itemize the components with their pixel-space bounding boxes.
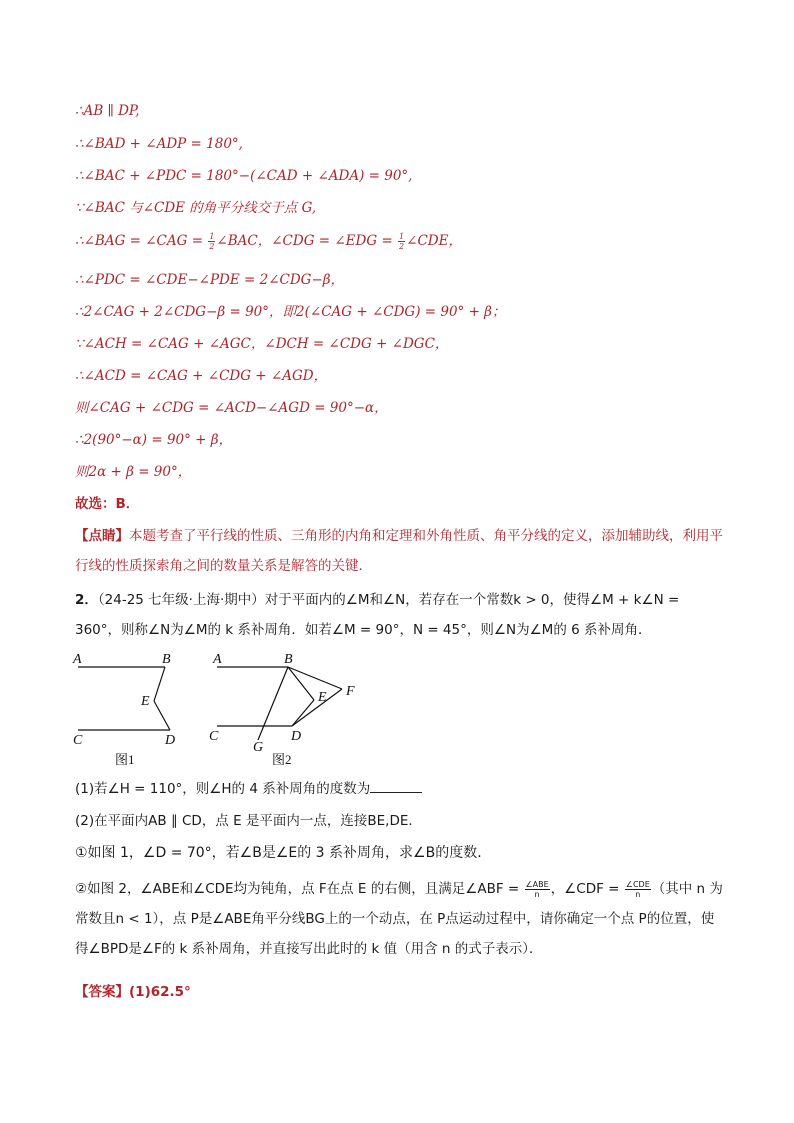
fig2-label-f: F: [346, 684, 355, 699]
figure-1: [72, 652, 175, 767]
fraction-abe-over-n: [525, 880, 550, 899]
question-2: (2)在平面内AB ∥ CD，点 E 是平面内一点，连接BE,DE．: [75, 813, 422, 829]
question-2-2: [75, 874, 725, 964]
question-2-2-part-a: ②如图 2，∠ABE和∠CDE均为钝角，点 F在点 E 的右侧，且满足∠ABF =: [75, 881, 524, 897]
fig2-label-g: G: [253, 740, 264, 755]
half-fraction-2: [398, 232, 405, 251]
frac-numerator: ∠ABE: [525, 879, 549, 889]
frac-denominator: 2: [209, 242, 215, 251]
solution-line-2: ∴∠BAD + ∠ADP = 180°,: [75, 136, 243, 152]
solution-line-12: 则2α + β = 90°，: [75, 464, 192, 480]
problem-number: 2．: [75, 592, 98, 608]
fraction-cde-over-n: [625, 880, 651, 899]
solution-line-5-part3: ∠CDE，: [406, 233, 462, 249]
question-2-2-part-c: （其中 n 为常数且n < 1），点 P是∠ABE角平分线BG上的一个动点，在 P点运动过程中，请你确定一个点 P的位置，使得∠BPD是∠F的 k 系补周角，并直接写出此时的 k 值（用含 n 的式子表示）．: [75, 881, 723, 957]
fig1-label-b: B: [162, 652, 171, 667]
solution-line-7: ∴2∠CAG + 2∠CDG−β = 90°，即2(∠CAG + ∠CDG) = 90° + β；: [75, 304, 506, 320]
problem-source: （24-25 七年级·上海·期中）: [97, 592, 265, 608]
question-2-2-part-b: ，∠CDF =: [550, 881, 624, 897]
half-fraction-1: [208, 232, 215, 251]
figure-2: [209, 652, 355, 767]
fig1-label-d: D: [165, 733, 176, 748]
fig1-label-a: A: [73, 652, 82, 667]
fig1-caption: 图1: [115, 752, 135, 767]
fig2-label-b: B: [284, 652, 293, 667]
answer-blank: [370, 780, 422, 793]
problem-2-intro: [75, 585, 725, 645]
answer-line: [75, 983, 191, 1001]
solution-line-5-part2: ∠BAC，∠CDG = ∠EDG =: [216, 233, 398, 249]
question-1: [75, 780, 422, 798]
frac-numerator: ∠CDE: [625, 879, 650, 889]
fig2-label-e: E: [318, 690, 327, 705]
solution-line-4: ∵∠BAC 与∠CDE 的角平分线交于点 G,: [75, 200, 317, 216]
frac-denominator: 2: [399, 242, 405, 251]
fig2-label-a: A: [213, 652, 222, 667]
solution-line-5-part1: ∴∠BAG = ∠CAG =: [75, 233, 208, 249]
solution-line-3: ∴∠BAC + ∠PDC = 180°−(∠CAD + ∠ADA) = 90°,: [75, 168, 413, 184]
frac-denominator: n: [534, 889, 540, 899]
frac-denominator: n: [635, 889, 641, 899]
fig1-label-c: C: [73, 733, 83, 748]
solution-line-5: [75, 232, 462, 251]
comment-paragraph: [75, 521, 725, 581]
solution-line-13: 故选：B．: [75, 496, 140, 512]
comment-text: 本题考查了平行线的性质、三角形的内角和定理和外角性质、角平分线的定义，添加辅助线，利用平行线的性质探索角之间的数量关系是解答的关键．: [75, 528, 723, 574]
frac-numerator: 1: [209, 232, 215, 241]
question-2-1: ①如图 1，∠D = 70°，若∠B是∠E的 3 系补周角，求∠B的度数．: [75, 845, 492, 861]
problem-intro-text: 对于平面内的∠M和∠N，若存在一个常数k > 0，使得∠M + k∠N = 360°，则称∠N为∠M的 k 系补周角．如若∠M = 90°，N = 45°，则∠N为∠M的 6 系补周角．: [75, 592, 680, 638]
solution-line-9: ∴∠ACD = ∠CAG + ∠CDG + ∠AGD，: [75, 368, 328, 384]
geometry-figures: [70, 645, 370, 770]
fig2-label-d: D: [291, 729, 302, 744]
frac-numerator: 1: [399, 232, 405, 241]
fig2-caption: 图2: [272, 752, 292, 767]
comment-tag: 【点睛】: [75, 528, 129, 544]
fig1-label-e: E: [141, 694, 150, 709]
question-1-text: (1)若∠H = 110°，则∠H的 4 系补周角的度数为: [75, 781, 371, 797]
solution-line-6: ∴∠PDC = ∠CDE−∠PDE = 2∠CDG−β，: [75, 272, 345, 288]
answer-tag: 【答案】: [75, 984, 129, 1000]
solution-line-1: ∴AB ∥ DP,: [75, 103, 140, 119]
answer-text: (1)62.5°: [129, 984, 191, 1000]
solution-line-11: ∴2(90°−α) = 90° + β，: [75, 432, 233, 448]
solution-line-8: ∵∠ACH = ∠CAG + ∠AGC，∠DCH = ∠CDG + ∠DGC，: [75, 336, 449, 352]
fig2-label-c: C: [209, 729, 219, 744]
solution-line-10: 则∠CAG + ∠CDG = ∠ACD−∠AGD = 90°−α，: [75, 400, 388, 416]
